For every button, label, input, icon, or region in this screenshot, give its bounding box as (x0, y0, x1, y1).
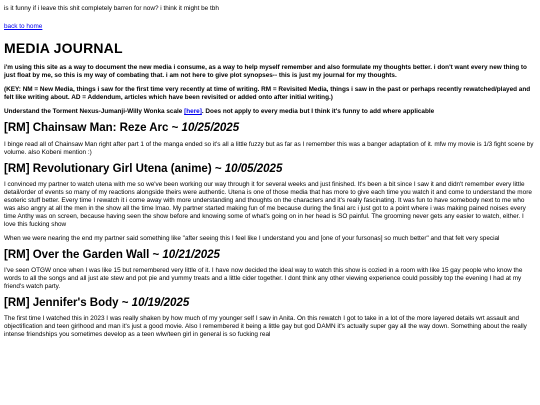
intro-scale-text: Understand the Torment Nexus-Jumanji-Willy Wonka scale (4, 108, 185, 116)
intro-purpose: i'm using this site as a way to document the new media i consume, as a way to help myself remember and also formulate my thoughts better. i don't want every new thing to just float by me, so this is my way of combating that. i am not here to give plot synopses-- this is just my journal for my thoughts. (4, 64, 527, 80)
entry-otgw (4, 249, 536, 291)
entry-date: 10/05/2025 (224, 162, 283, 175)
intro-key: (KEY: NM = New Media, things i saw for the first time very recently at time of writing. RM = Revisited Media, things i saw in the past or perhaps recently rewatched/played and felt like writing about. AD = Addendum, articles which have been revisited or added onto after initial writing.) (4, 86, 531, 102)
entry-title (4, 249, 536, 262)
top-note: is it funny if i leave this shit completely barren for now? i think it might be tbh (4, 5, 219, 12)
entry-title-text: [RM] Revolutionary Girl Utena (anime) ~ (4, 162, 225, 175)
entry-paragraph: The first time I watched this in 2023 I was really shaken by how much of my younger self I saw in Anita. On this rewatch I got to take in a lot of the more layered details wrt assault and objectification and teen girlhood and man it's just a good movie. Also I remembered it being a little gay but god DAMN it's actually super gay all the way down. Something about the really intense friendships you sometimes develop as a teen wlw/teen girl in general is so fucking real (4, 315, 527, 339)
entry-date: 10/25/2025 (181, 122, 240, 135)
entry-title-text: [RM] Chainsaw Man: Reze Arc ~ (4, 122, 182, 135)
intro-scale-text-end: . Does not apply to every media but I think it's funny to add where applicable (201, 108, 435, 116)
entry-title (4, 122, 536, 135)
entry-title (4, 297, 536, 310)
entry-paragraph: I've seen OTGW once when I was like 15 but remembered very little of it. I have now decided the ideal way to watch this show is cozied in a room with like 15 gay people who know the words to all the songs and all just ate stew and pot pie and yummy treats and a little cider together. I dont think any other viewing experience could possibly top the evening I had at my friend's watch party. (4, 267, 523, 291)
scale-link[interactable]: [here] (184, 108, 202, 116)
entry-paragraph: I convinced my partner to watch utena with me so we've been working our way through it for several weeks and just finished. It's been a bit since I saw it and didn't remember every little detail/order of events so many of my reactions alongside theirs were authentic. Utena is one of those media that has more to give each time you watch it and come to understand the more esoteric stuff better. Every time I rewatch it i come away with more understanding and thoughts on the characters and it's really fascinating. It was fun to have somebody next to me who was also angry at all the men in the show all the time lmao. My partner started making fun of me because during the final arc i just got to a point where i was making pained noises every time Anthy was on screen, because having seen the show before and knowing some of what's going on in her head is SO painful. The grooming never gets any easier to watch, either. I love this fucking show (4, 180, 532, 228)
entry-chainsaw-man (4, 122, 536, 156)
entry-date: 10/19/2025 (131, 297, 190, 310)
entry-title (4, 163, 536, 176)
entry-title-text: [RM] Over the Garden Wall ~ (4, 248, 163, 261)
entry-paragraph: When we were nearing the end my partner said something like "after seeing this I feel like I understand you and [one of your fursonas] so much better" and that felt very special (4, 234, 500, 242)
entry-paragraph: I binge read all of Chainsaw Man right after part 1 of the manga ended so it's all a little fuzzy but as far as I remember this was a banger adaptation of it. mfw my movie is 1/3 fight scene by volume. also Kobeni mention :) (4, 140, 534, 156)
entry-jennifers-body (4, 297, 536, 339)
intro (4, 64, 536, 116)
back-to-home-link[interactable]: back to home (4, 23, 43, 30)
page-title: MEDIA JOURNAL (4, 40, 123, 56)
intro-scale (4, 108, 536, 116)
entry-utena (4, 163, 536, 243)
entry-date: 10/21/2025 (162, 248, 220, 261)
entry-title-text: [RM] Jennifer's Body ~ (4, 297, 132, 310)
